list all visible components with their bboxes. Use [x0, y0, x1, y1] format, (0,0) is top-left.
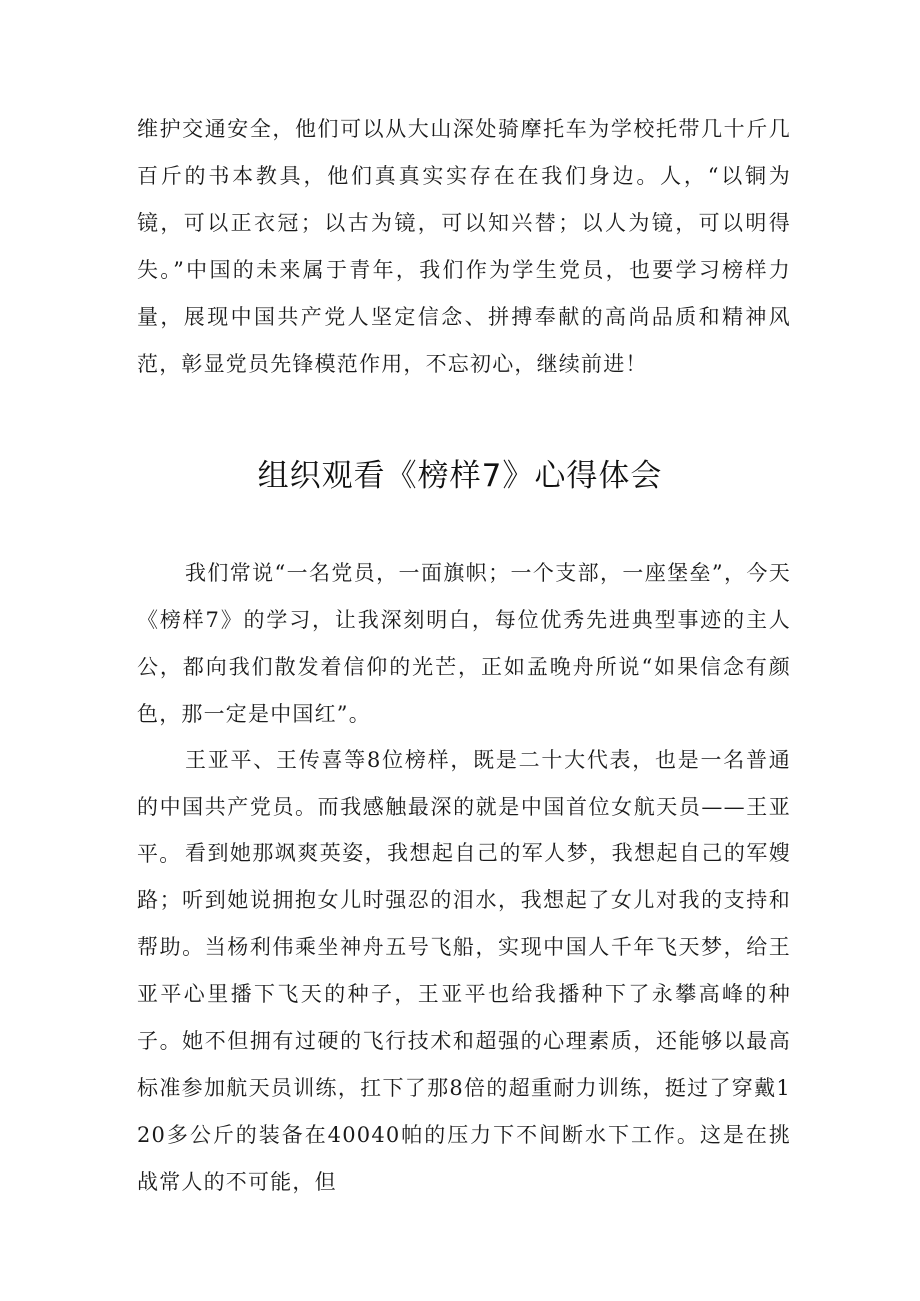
- document-title: 组织观看《榜样7》心得体会: [257, 458, 663, 494]
- paragraph-3: 看到她那飒爽英姿，我想起自己的军人梦，我想起自己的军嫂路；听到她说拥抱女儿时强忍的泪水，我想起了女儿对我的支持和帮助。当杨利伟乘坐神舟五号飞船，实现中国人千年飞天梦，给王亚平心里播下飞天的种子，王亚平也给我播种下了永攀高峰的种子。她不但拥有过硬的飞行技术和超强的心理素质，还能够以最高标准参加航天员训练，扛下了那8倍的超重耐力训练，挺过了穿戴120多公斤的装备在40040帕的压力下不间断水下工作。这是在挑战常人的不可能，但: [137, 841, 791, 1194]
- paragraph-continued: 维护交通安全，他们可以从大山深处骑摩托车为学校托带几十斤几百斤的书本教具，他们真真实实存在在我们身边。人，“以铜为镜，可以正衣冠；以古为镜，可以知兴替；以人为镜，可以明得失。”中国的未来属于青年，我们作为学生党员，也要学习榜样力量，展现中国共产党人坚定信念、拼搏奉献的高尚品质和精神风范，彰显党员先锋模范作用，不忘初心，继续前进！: [137, 117, 791, 376]
- paragraph-1: 我们常说“一名党员，一面旗帜；一个支部，一座堡垒”，今天《榜样7》的学习，让我深刻明白，每位优秀先进典型事迹的主人公，都向我们散发着信仰的光芒，正如孟晚舟所说“如果信念有颜色，那一定是中国红”。: [137, 561, 791, 726]
- paragraph-2: 王亚平、王传喜等8位榜样，既是二十大代表，也是一名普通的中国共产党员。而我感触最深的就是中国首位女航天员——王亚平。: [137, 748, 791, 866]
